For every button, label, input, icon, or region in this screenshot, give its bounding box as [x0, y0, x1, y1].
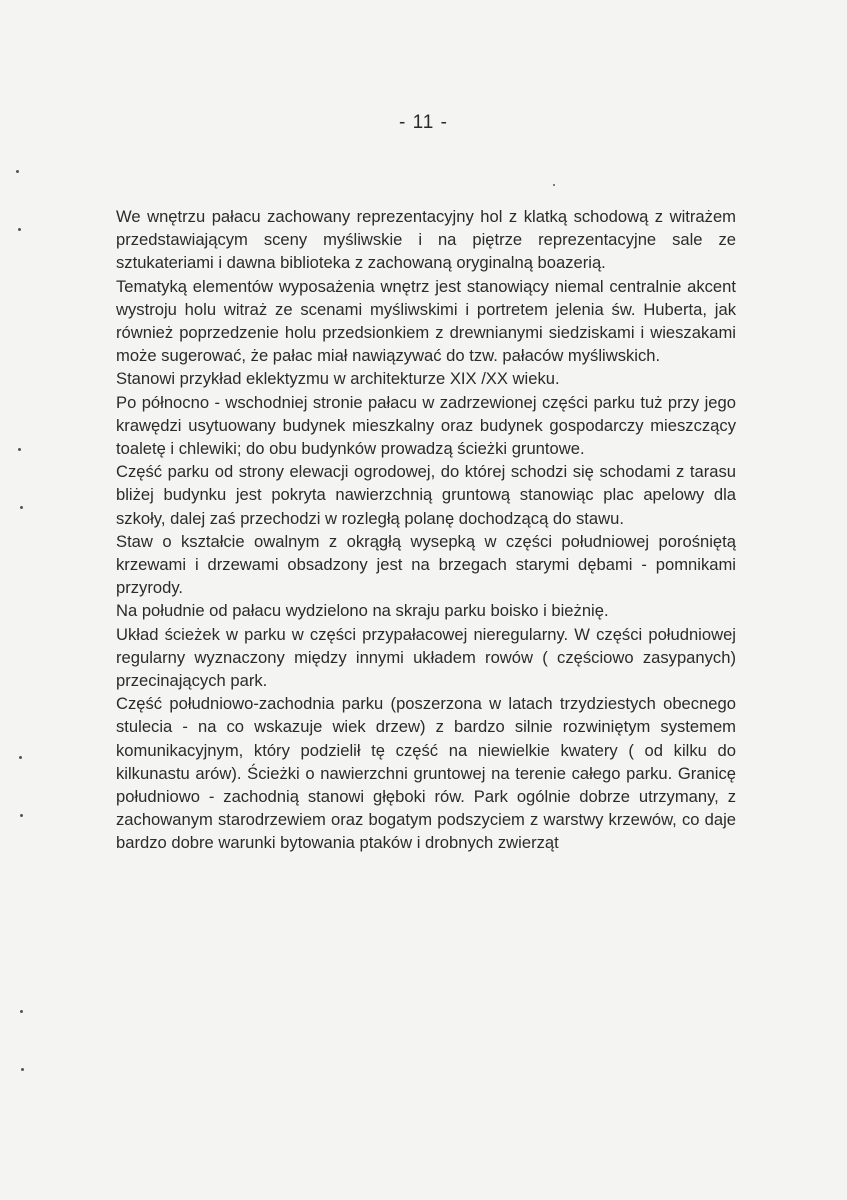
paragraph-eclecticism: Stanowi przykład eklektyzmu w architekturze XIX /XX wieku.	[116, 369, 560, 389]
paragraph-furnishings: Tematyką elementów wyposażenia wnętrz jest stanowiący niemal centralnie akcent wystroju holu witraż ze scenami myśliwskimi i portretem jelenia św. Huberta, jak również poprzedzenie holu przedsionkiem z drewnianymi siedziskami i wieszakami może sugerować, że pałac miał nawiązywać do tzw. pałaców myśliwskich.	[116, 276, 736, 366]
scan-speck	[553, 184, 555, 186]
paragraph-paths: Układ ścieżek w parku w części przypałacowej nieregularny. W części południowej regularny wyznaczony między innymi układem rowów ( częściowo zasypanych) przecinających park.	[116, 624, 736, 691]
body-text	[116, 205, 736, 855]
paragraph-sports-field: Na południe od pałacu wydzielono na skraju parku boisko i bieżnię.	[116, 601, 609, 621]
page-number: - 11 -	[399, 112, 448, 133]
scan-speck	[21, 1068, 24, 1071]
paragraph-interior: We wnętrzu pałacu zachowany reprezentacyjny hol z klatką schodową z witrażem przedstawiającym sceny myśliwskie i na piętrze reprezentacyjne sale ze sztukateriami i dawna biblioteka z zachowaną oryginalną boazerią.	[116, 207, 736, 273]
scan-speck	[16, 170, 19, 173]
scan-speck	[19, 756, 22, 759]
paragraph-southwest-park: Część południowo-zachodnia parku (poszerzona w latach trzydziestych obecnego stulecia - na co wskazuje wiek drzew) z bardzo silnie rozwiniętym systemem komunikacyjnym, który podzielił tę część na niewielkie kwatery ( od kilku do kilkunastu arów). Ścieżki o nawierzchni gruntowej na terenie całego parku. Granicę południowo - zachodnią stanowi głęboki rów. Park ogólnie dobrze utrzymany, z zachowanym starodrzewiem oraz bogatym podszyciem z warstwy krzewów, co daje bardzo dobre warunki bytowania ptaków i drobnych zwierząt	[116, 694, 736, 853]
scan-speck	[18, 228, 21, 231]
scan-speck	[18, 448, 21, 451]
paragraph-garden-side: Część parku od strony elewacji ogrodowej, do której schodzi się schodami z tarasu bliżej budynku jest pokryta nawierzchnią gruntową stanowiąc plac apelowy dla szkoły, dalej zaś przechodzi w rozległą polanę dochodzącą do stawu.	[116, 462, 736, 528]
scan-speck	[20, 814, 23, 817]
scan-speck	[20, 1010, 23, 1013]
paragraph-outbuildings: Po północno - wschodniej stronie pałacu w zadrzewionej części parku tuż przy jego krawędzi usytuowany budynek mieszkalny oraz budynek gospodarczy mieszczący toaletę i chlewiki; do obu budynków prowadzą ścieżki gruntowe.	[116, 392, 736, 459]
scan-speck	[20, 506, 23, 509]
paragraph-pond: Staw o kształcie owalnym z okrągłą wysepką w części południowej porośniętą krzewami i drzewami obsadzony jest na brzegach starymi dębami - pomnikami przyrody.	[116, 531, 736, 598]
